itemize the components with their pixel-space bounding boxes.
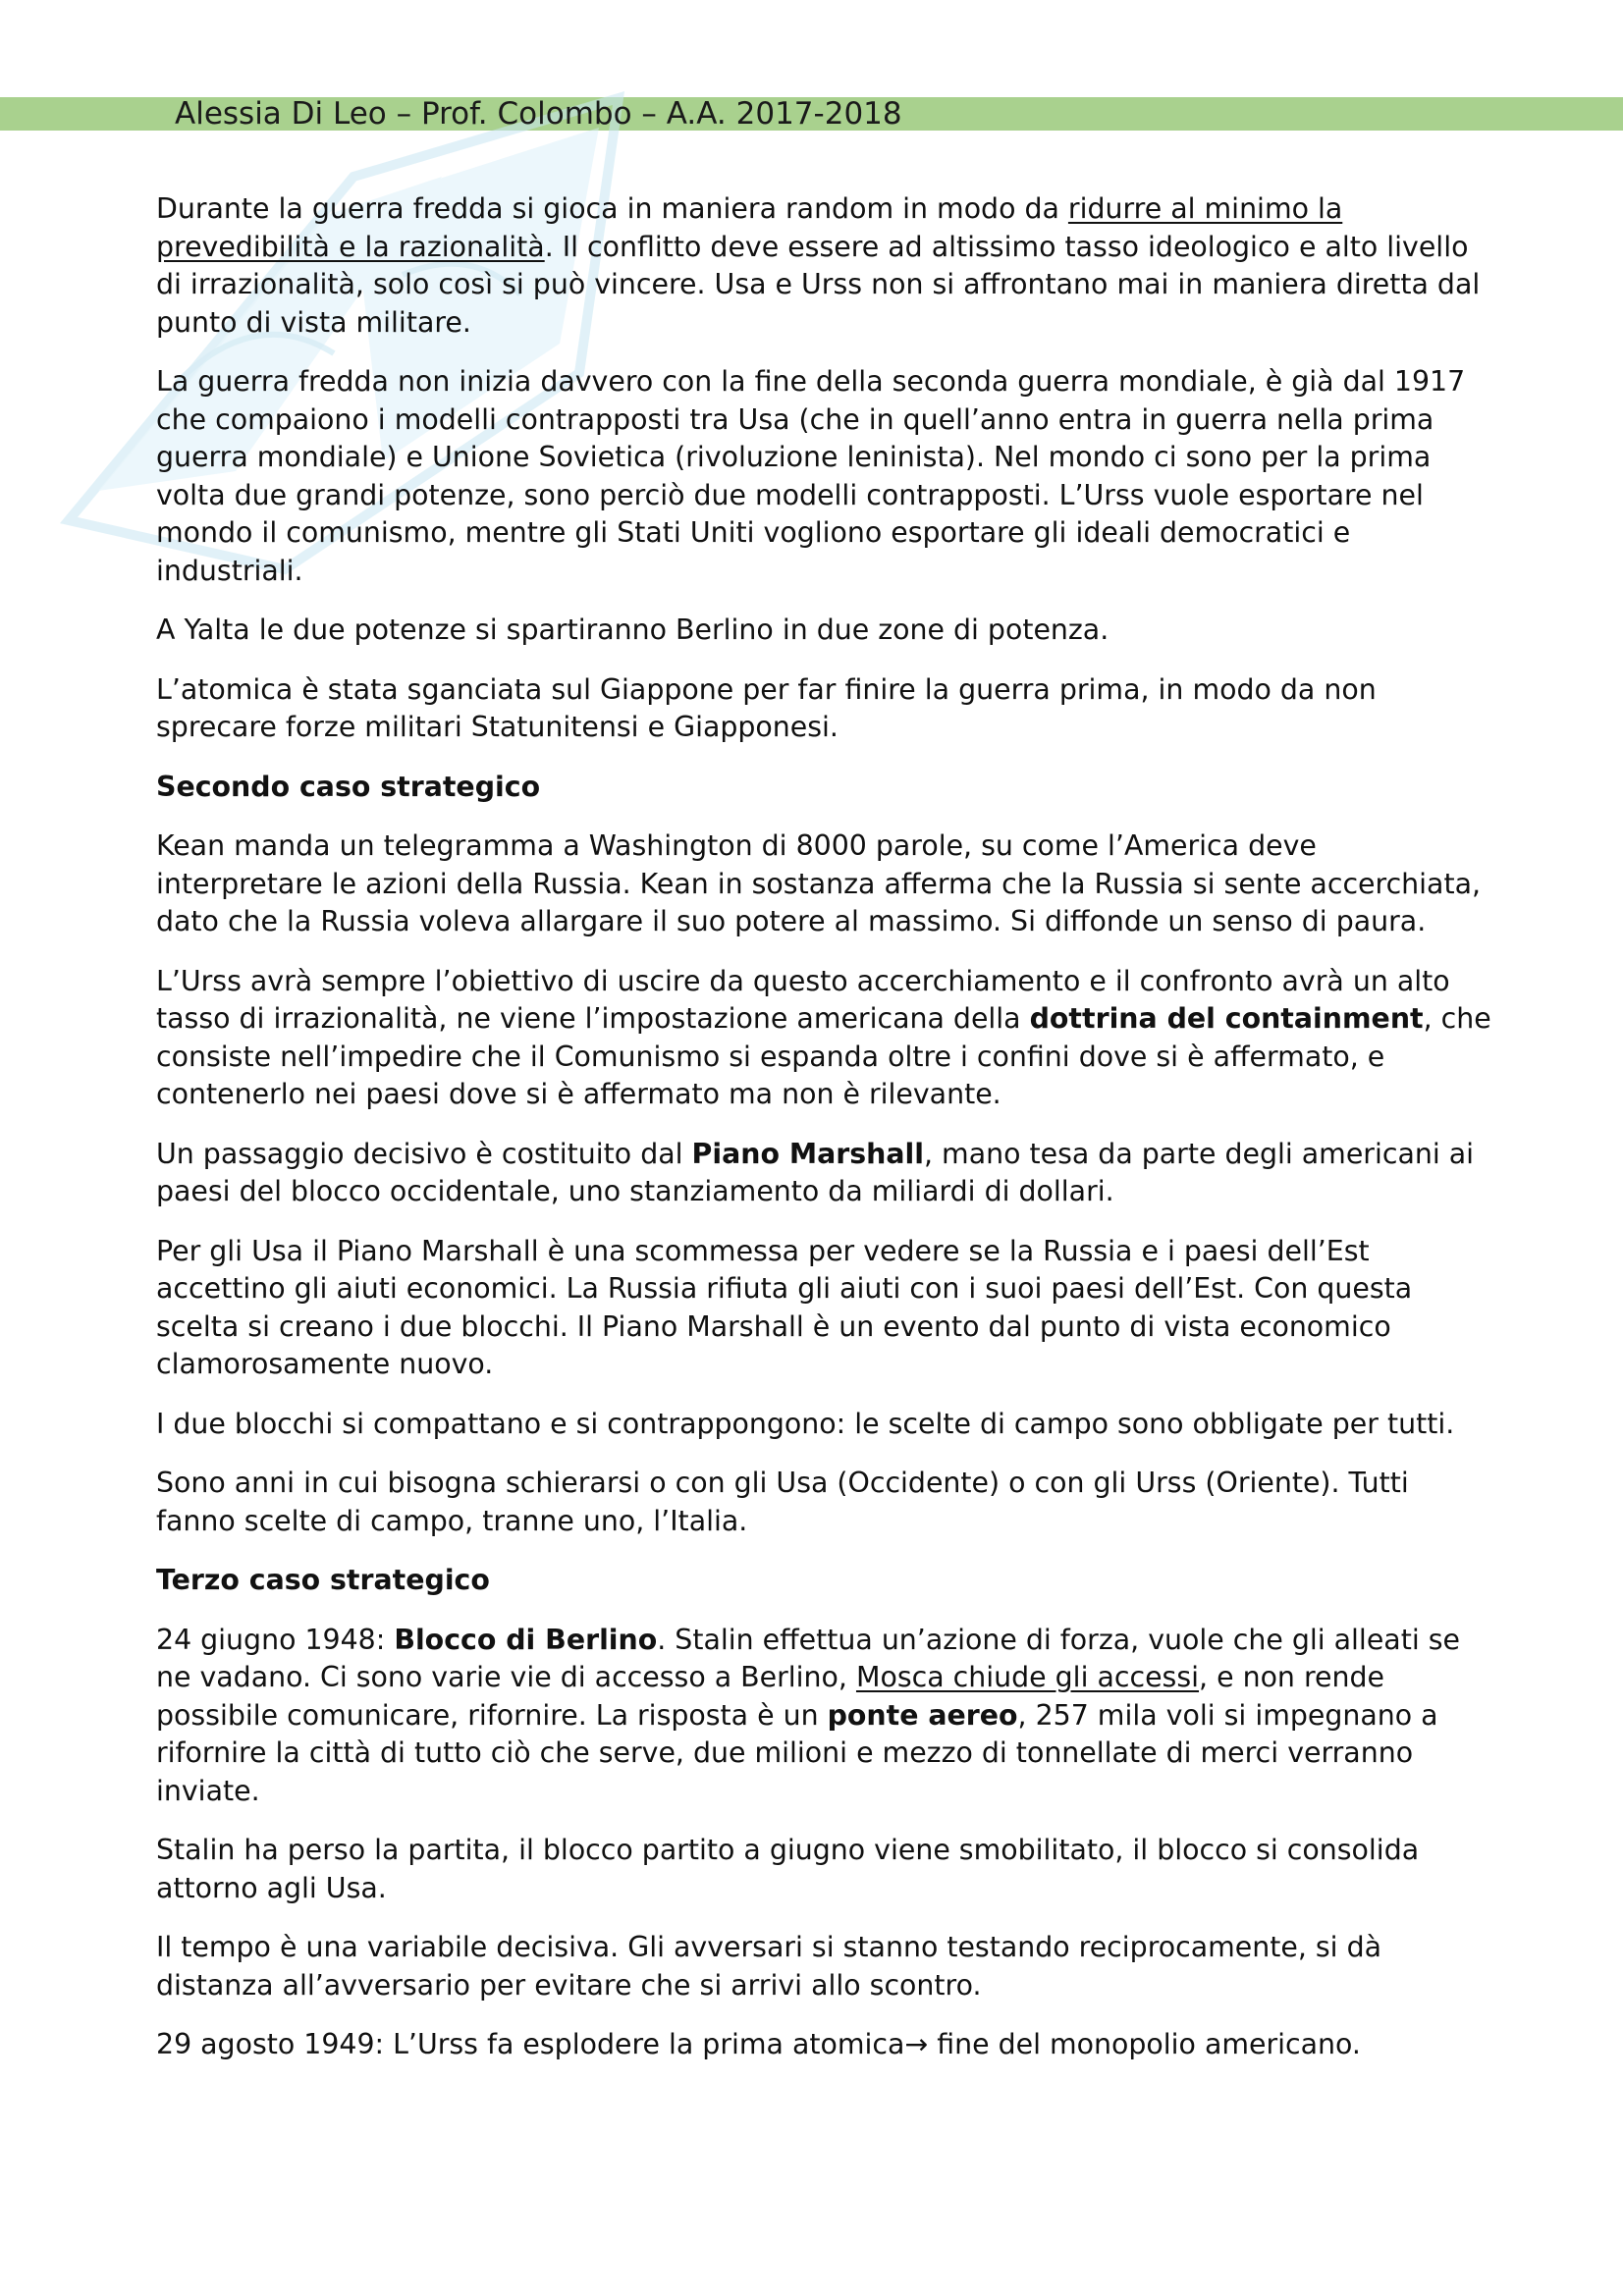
bold-text: dottrina del containment <box>1029 1002 1424 1035</box>
text-run: Kean manda un telegramma a Washington di 8000 parole, su come l’America deve interpretare le azioni della Russia. Kean in sostanza afferma che la Russia si sente accerchiata, dato che la Russia voleva allargare il suo potere al massimo. Si diffonde un senso di paura. <box>156 829 1482 937</box>
paragraph <box>156 1929 1491 2004</box>
bold-text: Blocco di Berlino <box>394 1623 658 1656</box>
paragraph <box>156 1832 1491 1907</box>
underlined-text: Mosca chiude gli accessi <box>855 1661 1200 1693</box>
text-run: . Il conflitto deve essere ad altissimo tasso ideologico e alto livello di irrazionalità, solo così si può vincere. Usa e Urss non si affrontano mai in maniera diretta dal punto di vista militare. <box>156 230 1481 339</box>
arrow-icon: → <box>904 2028 929 2060</box>
paragraph <box>156 963 1491 1114</box>
text-run: Terzo caso strategico <box>156 1564 490 1596</box>
text-run: Durante la guerra fredda si gioca in maniera random in modo da <box>156 192 1068 225</box>
text-run: Per gli Usa il Piano Marshall è una scommessa per vedere se la Russia e i paesi dell’Est accettino gli aiuti economici. La Russia rifiuta gli aiuti con i suoi paesi dell’Est. Con questa scelta si creano i due blocchi. Il Piano Marshall è un evento dal punto di vista economico clamorosamente nuovo. <box>156 1234 1413 1380</box>
paragraph <box>156 612 1491 650</box>
text-run: . Stalin effettua un’azione di forza, vuole che gli alleati se ne vadano. Ci sono varie vie di accesso a Berlino, <box>156 1623 1460 1693</box>
text-run: La guerra fredda non inizia davvero con la fine della seconda guerra mondiale, è già dal 1917 che compaiono i modelli contrapposti tra Usa (che in quell’anno entra in guerra nella prima guerra mondiale) e Unione Sovietica (rivoluzione leninista). Nel mondo ci sono per la prima volta due grandi potenze, sono perciò due modelli contrapposti. L’Urss vuole esportare nel mondo il comunismo, mentre gli Stati Uniti vogliono esportare gli ideali democratici e industriali. <box>156 365 1466 587</box>
section-heading <box>156 1562 1491 1600</box>
text-run: , e non rende possibile comunicare, rifornire. La risposta è un <box>156 1661 1384 1732</box>
document-body <box>156 190 1491 2086</box>
bold-text: ponte aereo <box>827 1698 1018 1732</box>
text-run: 24 giugno 1948: <box>156 1623 395 1656</box>
paragraph <box>156 2026 1491 2064</box>
paragraph <box>156 363 1491 590</box>
text-run: Secondo caso strategico <box>156 770 541 803</box>
text-run: L’atomica è stata sganciata sul Giappone per far finire la guerra prima, in modo da non sprecare forze militari Statunitensi e Giapponesi. <box>156 672 1377 743</box>
text-run: Il tempo è una variabile decisiva. Gli avversari si stanno testando reciprocamente, si dà distanza all’avversario per evitare che si arrivi allo scontro. <box>156 1931 1382 2002</box>
text-run: Stalin ha perso la partita, il blocco partito a giugno viene smobilitato, il blocco si consolida attorno agli Usa. <box>156 1834 1420 1904</box>
bold-text: Piano Marshall <box>691 1137 924 1170</box>
text-run: fine del monopolio americano. <box>928 2028 1361 2060</box>
text-run: I due blocchi si compattano e si contrappongono: le scelte di campo sono obbligate per tutti. <box>156 1407 1455 1440</box>
paragraph <box>156 1622 1491 1811</box>
text-run: , che consiste nell’impedire che il Comunismo si espanda oltre i confini dove si è affermato, e contenerlo nei paesi dove si è affermato ma non è rilevante. <box>156 1002 1491 1110</box>
paragraph <box>156 1465 1491 1540</box>
text-run: 29 agosto 1949: L’Urss fa esplodere la prima atomica <box>156 2028 905 2060</box>
paragraph <box>156 1406 1491 1444</box>
paragraph <box>156 190 1491 342</box>
underlined-text: ridurre al minimo la prevedibilità e la razionalità <box>156 192 1343 263</box>
text-run: Sono anni in cui bisogna schierarsi o con gli Usa (Occidente) o con gli Urss (Oriente). Tutti fanno scelte di campo, tranne uno, l’Italia. <box>156 1467 1409 1537</box>
text-run: L’Urss avrà sempre l’obiettivo di uscire da questo accerchiamento e il confronto avrà un alto tasso di irrazionalità, ne viene l’impostazione americana della <box>156 964 1450 1035</box>
paragraph <box>156 828 1491 941</box>
section-heading <box>156 769 1491 807</box>
text-run: , mano tesa da parte degli americani ai paesi del blocco occidentale, uno stanziamento da miliardi di dollari. <box>156 1137 1475 1207</box>
paragraph <box>156 671 1491 747</box>
text-run: A Yalta le due potenze si spartiranno Berlino in due zone di potenza. <box>156 614 1109 646</box>
paragraph <box>156 1233 1491 1384</box>
page-header: Alessia Di Leo – Prof. Colombo – A.A. 2017-2018 <box>175 96 902 132</box>
paragraph <box>156 1136 1491 1211</box>
text-run: , 257 mila voli si impegnano a rifornire la città di tutto ciò che serve, due milioni e mezzo di tonnellate di merci verranno inviate. <box>156 1698 1438 1807</box>
text-run: Un passaggio decisivo è costituito dal <box>156 1137 692 1170</box>
